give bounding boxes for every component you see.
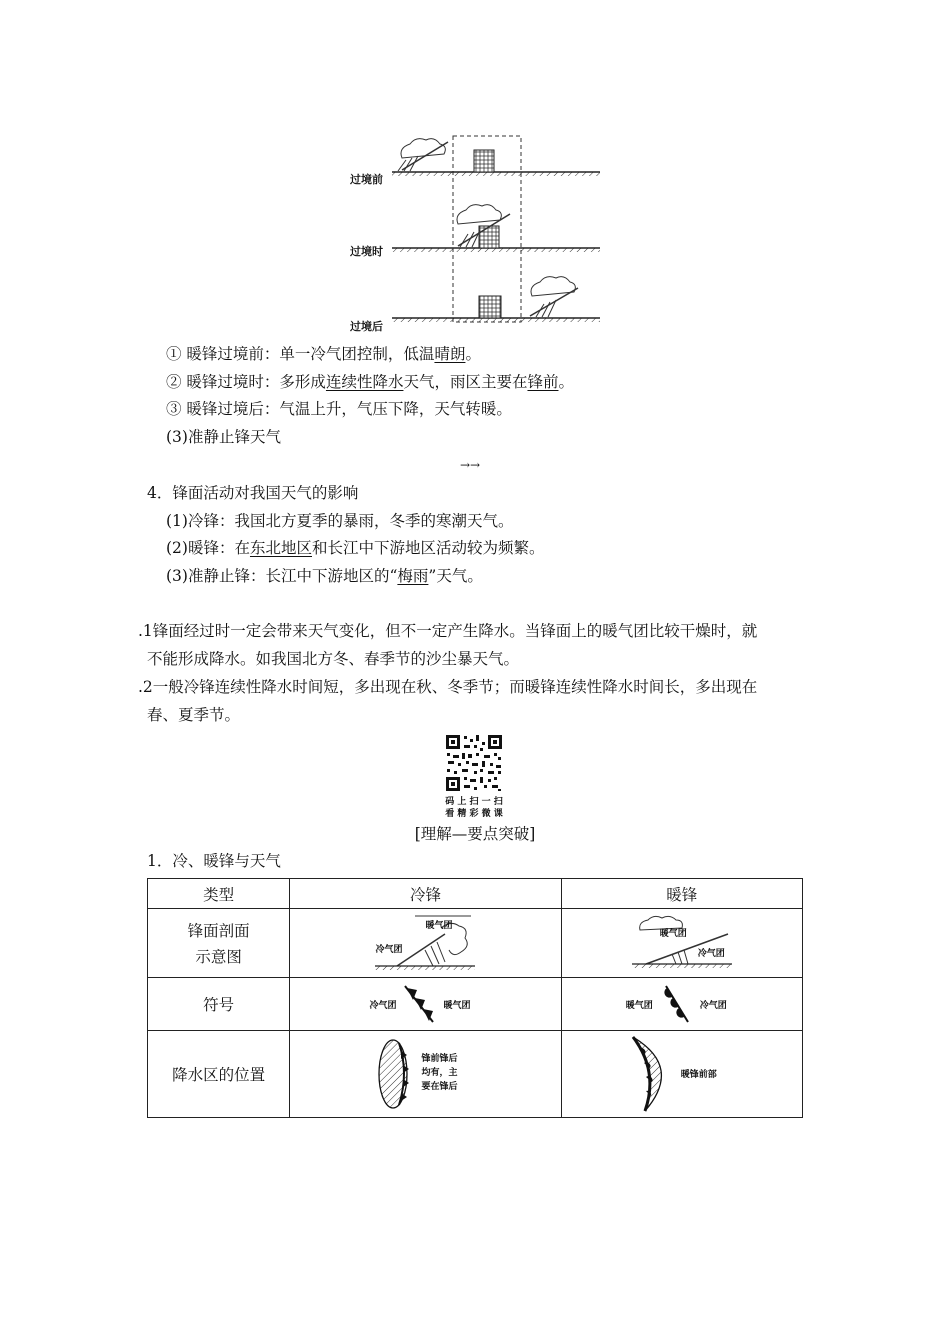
cold-precip-area bbox=[375, 1037, 415, 1111]
row-label-cross-section: 锋面剖面 示意图 bbox=[148, 909, 290, 978]
cold-precip-label-c: 要在锋后 bbox=[421, 1082, 458, 1092]
warm-front-passage-figure bbox=[340, 128, 610, 336]
warm-cross-cold-label: 冷气团 bbox=[697, 949, 725, 959]
cold-precip-label-b: 均有，主 bbox=[421, 1068, 458, 1078]
table-header-type: 类型 bbox=[148, 879, 290, 909]
cold-sym-right-label: 暖气团 bbox=[443, 1001, 471, 1011]
cold-sym-left-label: 冷气团 bbox=[369, 1001, 397, 1011]
cold-cross-warm-label: 暖气团 bbox=[425, 921, 453, 931]
warm-front-item-1: ① 暖锋过境前：单一冷气团控制，低温晴朗。 bbox=[166, 345, 481, 363]
arrows-glyph: →→ bbox=[460, 458, 481, 472]
warm-front-symbol bbox=[561, 978, 802, 1031]
warm-sym-left-label: 暖气团 bbox=[625, 1001, 653, 1011]
cold-precip-label-a: 锋前锋后 bbox=[421, 1054, 458, 1064]
figure-label-before: 过境前 bbox=[350, 173, 383, 186]
figure-label-during: 过境时 bbox=[350, 245, 383, 258]
cold-front-symbol bbox=[290, 978, 561, 1031]
section-4-line-3: (3)准静止锋：长江中下游地区的“梅雨”天气。 bbox=[166, 567, 483, 585]
note-2-line-a: .2一般冷锋连续性降水时间短，多出现在秋、冬季节；而暖锋连续性降水时间长，多出现在 bbox=[138, 678, 758, 696]
cold-front-precip bbox=[290, 1031, 561, 1118]
qr-caption-1: 码 上 扫 一 扫 bbox=[445, 797, 503, 807]
ground-line-2 bbox=[392, 248, 600, 252]
stationary-front-heading: (3)准静止锋天气 bbox=[166, 428, 281, 446]
warm-front-cross-section bbox=[561, 909, 802, 978]
table-title: 1．冷、暖锋与天气 bbox=[147, 852, 281, 870]
front-cloud-1 bbox=[398, 139, 448, 171]
warm-precip-area bbox=[627, 1035, 683, 1113]
front-cloud-3 bbox=[530, 277, 578, 317]
section-4-title: 4．锋面活动对我国天气的影响 bbox=[147, 484, 359, 502]
section-4-line-1: (1)冷锋：我国北方夏季的暴雨，冬季的寒潮天气。 bbox=[166, 512, 514, 530]
row-label-precip: 降水区的位置 bbox=[148, 1031, 290, 1118]
qr-caption-2: 看 精 彩 微 课 bbox=[445, 809, 503, 819]
section-4-line-2: (2)暖锋：在东北地区和长江中下游地区活动较为频繁。 bbox=[166, 539, 545, 557]
table-header-cold: 冷锋 bbox=[290, 879, 561, 909]
cold-front-cross-section bbox=[290, 909, 561, 978]
front-comparison-table bbox=[147, 878, 803, 1118]
qr-code[interactable] bbox=[444, 733, 504, 793]
warm-precip-label: 暖锋前部 bbox=[680, 1070, 717, 1080]
cold-cross-cold-label: 冷气团 bbox=[375, 945, 403, 955]
note-1-line-b: 不能形成降水。如我国北方冬、春季节的沙尘暴天气。 bbox=[147, 650, 520, 668]
ground-line-3 bbox=[392, 318, 600, 322]
cold-front-triangles bbox=[403, 984, 443, 1024]
figure-label-after: 过境后 bbox=[350, 320, 383, 333]
warm-sym-right-label: 冷气团 bbox=[699, 1001, 727, 1011]
warm-front-precip bbox=[561, 1031, 802, 1118]
note-1-line-a: .1锋面经过时一定会带来天气变化，但不一定产生降水。当锋面上的暖气团比较干燥时，就 bbox=[138, 622, 758, 640]
warm-front-semicircles bbox=[660, 984, 700, 1024]
section-heading: [理解—要点突破] bbox=[414, 825, 536, 843]
warm-front-item-3: ③ 暖锋过境后：气温上升，气压下降，天气转暖。 bbox=[166, 400, 512, 418]
ground-line-1 bbox=[392, 172, 600, 176]
row-label-symbol: 符号 bbox=[148, 978, 290, 1031]
note-2-line-b: 春、夏季节。 bbox=[147, 706, 241, 724]
table-header-warm: 暖锋 bbox=[561, 879, 802, 909]
warm-cross-warm-label: 暖气团 bbox=[659, 929, 687, 939]
warm-front-item-2: ② 暖锋过境时：多形成连续性降水天气，雨区主要在锋前。 bbox=[166, 373, 574, 391]
